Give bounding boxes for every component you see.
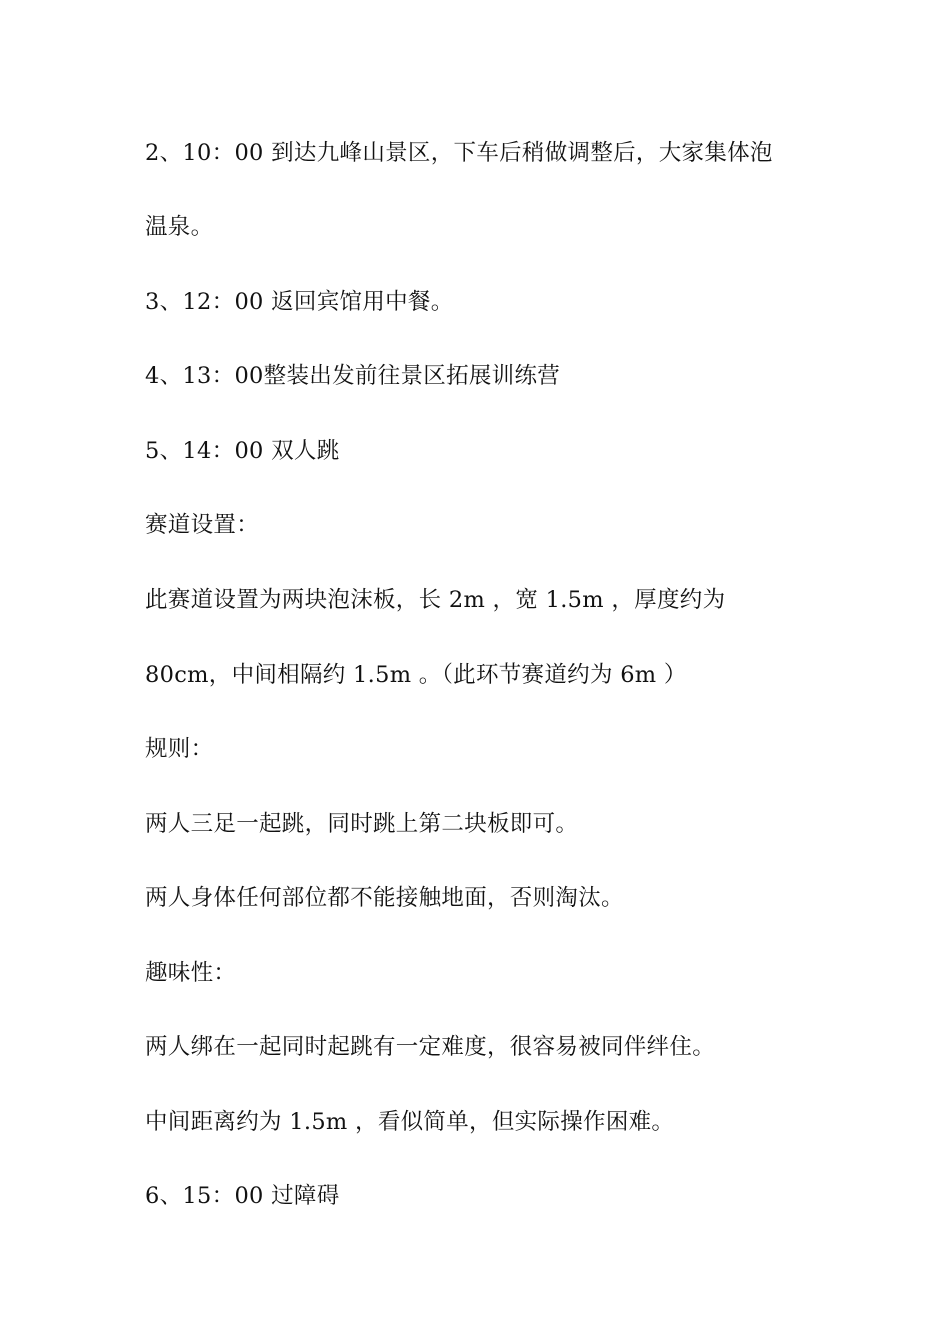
track-description-line-2: 80cm，中间相隔约 1.5m 。（此环节赛道约为 6m ） <box>145 662 687 688</box>
section-heading-fun: 趣味性： <box>145 960 237 986</box>
schedule-item-4: 4、13：00整装出发前往景区拓展训练营 <box>145 363 561 389</box>
paragraph-line-2: 温泉。 <box>145 214 214 240</box>
schedule-item-6: 6、15：00 过障碍 <box>145 1183 340 1209</box>
rule-item-2: 两人身体任何部位都不能接触地面，否则淘汰。 <box>145 885 624 911</box>
section-heading-track: 赛道设置： <box>145 512 260 538</box>
rule-item-1: 两人三足一起跳，同时跳上第二块板即可。 <box>145 811 579 837</box>
schedule-item-3: 3、12：00 返回宾馆用中餐。 <box>145 289 454 315</box>
paragraph-line-1: 2、10：00 到达九峰山景区，下车后稍做调整后，大家集体泡 <box>145 140 773 166</box>
schedule-item-5: 5、14：00 双人跳 <box>145 438 340 464</box>
section-heading-rules: 规则： <box>145 736 214 762</box>
fun-item-1: 两人绑在一起同时起跳有一定难度，很容易被同伴绊住。 <box>145 1034 716 1060</box>
track-description-line-1: 此赛道设置为两块泡沫板，长 2m ，宽 1.5m ，厚度约为 <box>145 587 726 613</box>
fun-item-2: 中间距离约为 1.5m ，看似简单，但实际操作困难。 <box>145 1109 675 1135</box>
